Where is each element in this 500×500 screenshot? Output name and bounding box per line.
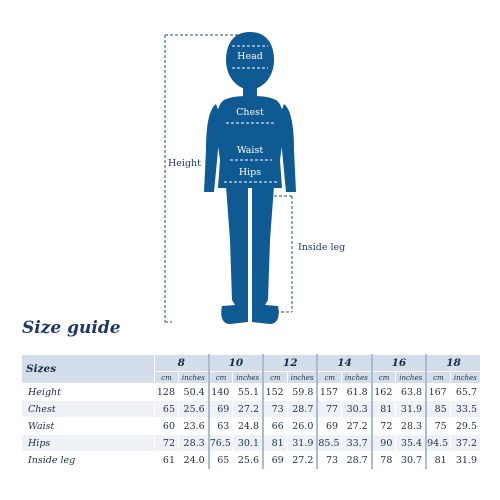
cell-cm: 140	[209, 384, 233, 401]
silhouette-body	[204, 32, 296, 324]
cell-inches: 30.3	[342, 401, 372, 418]
cell-inches: 31.9	[287, 435, 317, 452]
size-header: 18	[426, 355, 480, 372]
cell-cm: 85	[426, 401, 450, 418]
cell-inches: 28.3	[179, 435, 209, 452]
cell-cm: 69	[317, 418, 341, 435]
cell-cm: 65	[209, 452, 233, 469]
cell-inches: 27.2	[233, 401, 263, 418]
cell-inches: 55.1	[233, 384, 263, 401]
cell-cm: 85.5	[317, 435, 341, 452]
cell-cm: 73	[263, 401, 287, 418]
cell-inches: 35.4	[396, 435, 426, 452]
cell-cm: 162	[372, 384, 396, 401]
sizes-header: Sizes	[22, 355, 155, 384]
cell-inches: 50.4	[179, 384, 209, 401]
cell-inches: 59.8	[287, 384, 317, 401]
unit-cm-header: cm	[372, 372, 396, 384]
cell-inches: 28.7	[342, 452, 372, 469]
cell-inches: 63.8	[396, 384, 426, 401]
cell-cm: 81	[372, 401, 396, 418]
cell-cm: 65	[154, 401, 178, 418]
cell-cm: 72	[372, 418, 396, 435]
cell-inches: 31.9	[450, 452, 480, 469]
cell-inches: 23.6	[179, 418, 209, 435]
cell-cm: 72	[154, 435, 178, 452]
table-row	[22, 452, 481, 469]
cell-inches: 29.5	[450, 418, 480, 435]
size-header-row	[22, 355, 481, 372]
row-label: Hips	[22, 435, 155, 452]
cell-cm: 60	[154, 418, 178, 435]
table-row	[22, 401, 481, 418]
cell-cm: 152	[263, 384, 287, 401]
cell-cm: 81	[426, 452, 450, 469]
cell-cm: 61	[154, 452, 178, 469]
label-chest: Chest	[236, 107, 264, 118]
row-label: Chest	[22, 401, 155, 418]
cell-inches: 37.2	[450, 435, 480, 452]
cell-cm: 78	[372, 452, 396, 469]
row-label: Height	[22, 384, 155, 401]
cell-cm: 128	[154, 384, 178, 401]
cell-inches: 61.8	[342, 384, 372, 401]
label-inside-leg: Inside leg	[298, 242, 346, 253]
row-label: Inside leg	[22, 452, 155, 469]
label-height: Height	[168, 158, 201, 169]
unit-cm-header: cm	[317, 372, 341, 384]
cell-inches: 28.7	[287, 401, 317, 418]
size-header: 10	[209, 355, 263, 372]
cell-cm: 75	[426, 418, 450, 435]
unit-cm-header: cm	[154, 372, 178, 384]
cell-cm: 63	[209, 418, 233, 435]
size-table	[21, 354, 481, 469]
cell-inches: 24.0	[179, 452, 209, 469]
size-header: 16	[372, 355, 426, 372]
unit-inches-header: inches	[450, 372, 480, 384]
cell-inches: 25.6	[179, 401, 209, 418]
cell-cm: 69	[209, 401, 233, 418]
label-waist: Waist	[236, 145, 264, 156]
cell-cm: 77	[317, 401, 341, 418]
unit-cm-header: cm	[263, 372, 287, 384]
unit-inches-header: inches	[396, 372, 426, 384]
cell-inches: 27.2	[342, 418, 372, 435]
unit-inches-header: inches	[179, 372, 209, 384]
cell-inches: 31.9	[396, 401, 426, 418]
cell-inches: 28.3	[396, 418, 426, 435]
unit-inches-header: inches	[342, 372, 372, 384]
cell-cm: 167	[426, 384, 450, 401]
unit-cm-header: cm	[426, 372, 450, 384]
cell-cm: 69	[263, 452, 287, 469]
size-header: 12	[263, 355, 317, 372]
cell-cm: 157	[317, 384, 341, 401]
cell-cm: 94.5	[426, 435, 450, 452]
size-header: 14	[317, 355, 371, 372]
cell-cm: 66	[263, 418, 287, 435]
cell-inches: 27.2	[287, 452, 317, 469]
unit-inches-header: inches	[287, 372, 317, 384]
cell-inches: 30.1	[233, 435, 263, 452]
cell-cm: 76.5	[209, 435, 233, 452]
cell-inches: 24.8	[233, 418, 263, 435]
label-hips: Hips	[238, 167, 262, 178]
cell-inches: 26.0	[287, 418, 317, 435]
cell-cm: 73	[317, 452, 341, 469]
label-head: Head	[237, 51, 263, 62]
cell-inches: 65.7	[450, 384, 480, 401]
table-row	[22, 435, 481, 452]
cell-inches: 33.7	[342, 435, 372, 452]
unit-inches-header: inches	[233, 372, 263, 384]
cell-cm: 81	[263, 435, 287, 452]
cell-inches: 30.7	[396, 452, 426, 469]
unit-cm-header: cm	[209, 372, 233, 384]
cell-inches: 33.5	[450, 401, 480, 418]
table-row	[22, 384, 481, 401]
cell-cm: 90	[372, 435, 396, 452]
cell-inches: 25.6	[233, 452, 263, 469]
size-header: 8	[154, 355, 208, 372]
page-title: Size guide	[22, 318, 121, 338]
table-row	[22, 418, 481, 435]
row-label: Waist	[22, 418, 155, 435]
